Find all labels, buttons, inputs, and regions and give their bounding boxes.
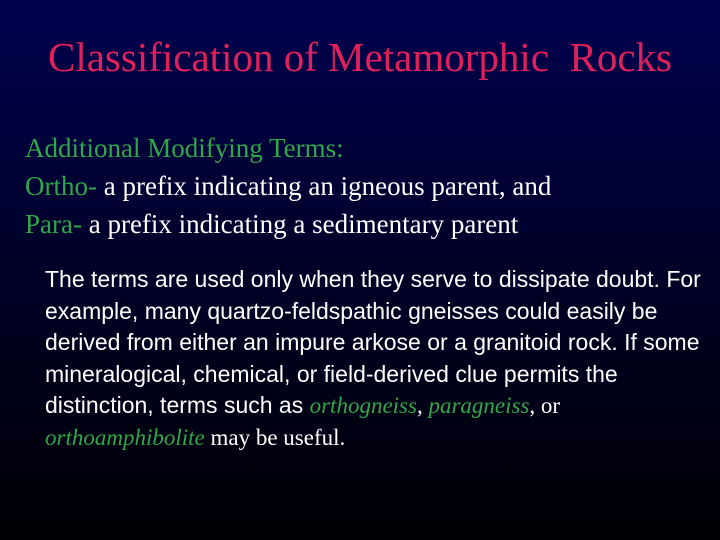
explanation-paragraph: [45, 264, 705, 453]
modifier-terms: [25, 129, 551, 243]
section-heading: Additional Modifying Terms:: [25, 133, 344, 163]
slide-title: Classification of Metamorphic Rocks: [48, 34, 672, 80]
para-definition: [25, 205, 551, 243]
separator-2: , or: [529, 393, 561, 418]
separator-1: ,: [416, 393, 429, 418]
term-orthoamphibolite: orthoamphibolite: [45, 424, 205, 450]
para-term: Para-: [25, 209, 82, 239]
term-orthogneiss: orthogneiss: [309, 393, 417, 418]
term-paragneiss: paragneiss: [428, 393, 530, 418]
ortho-definition: [25, 167, 551, 205]
ortho-definition-text: a prefix indicating an igneous parent, and: [96, 171, 552, 201]
para-definition-text: a prefix indicating a sedimentary parent: [81, 209, 519, 239]
ortho-term: Ortho-: [25, 171, 97, 201]
explanation-tail: may be useful.: [204, 424, 346, 450]
explanation-text: The terms are used only when they serve to dissipate doubt. For example, many quartzo-feldspathic gneisses could easily be derived from either an impure arkose or a granitoid rock. If some mineralogical, chemical, or field-derived clue permits the distinction, terms such as: [45, 266, 701, 418]
